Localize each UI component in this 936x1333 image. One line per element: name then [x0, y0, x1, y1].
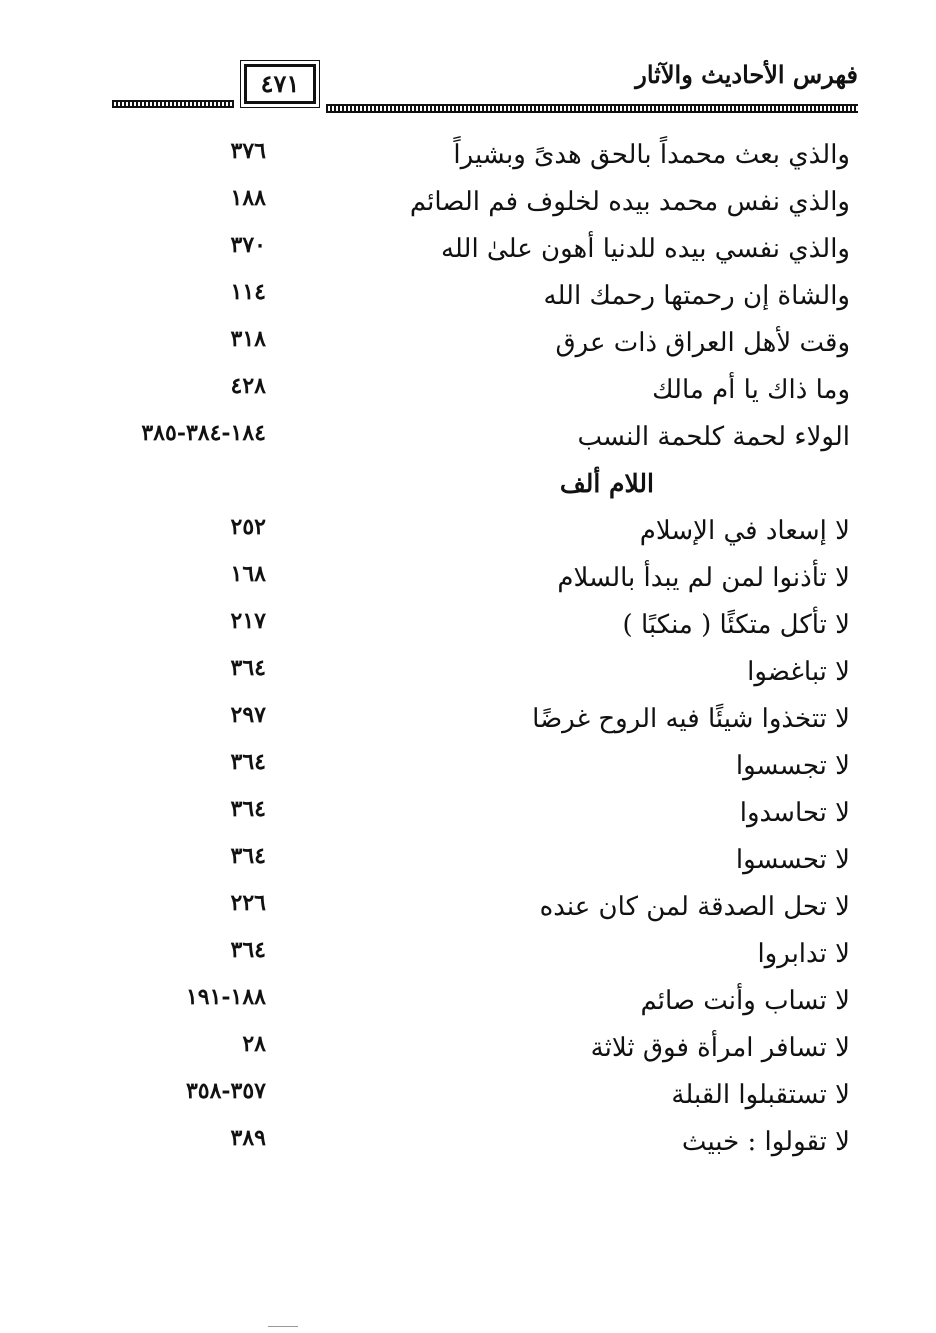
entry-page-numbers: ٣٥٧-٣٥٨ [185, 1078, 266, 1104]
page-header [112, 52, 858, 122]
entry-page-numbers: ٣٦٤ [230, 749, 266, 775]
index-entry [0, 655, 936, 702]
entry-page-numbers: ٣٦٤ [230, 796, 266, 822]
entry-page-numbers: ٢٥٢ [230, 514, 266, 540]
entry-page-numbers: ٣٧٠ [230, 232, 266, 258]
entry-text: الولاء لحمة كلحمة النسب [577, 422, 850, 452]
entry-text: لا تأكل متكئًا ( منكبًا ) [622, 610, 850, 640]
entry-text: لا تتخذوا شيئًا فيه الروح غرضًا [532, 704, 850, 734]
entry-text: لا تحل الصدقة لمن كان عنده [539, 892, 850, 922]
entry-text: لا إسعاد في الإسلام [639, 516, 850, 546]
entry-text: لا تساب وأنت صائم [640, 986, 850, 1016]
header-rule-right [326, 104, 858, 113]
index-entry [0, 702, 936, 749]
index-entry [0, 1078, 936, 1125]
index-list [0, 138, 936, 1172]
section-heading [0, 467, 936, 514]
entry-text: والذي نفسي بيده للدنيا أهون علىٰ الله [440, 234, 850, 264]
page-number: ٤٧١ [244, 64, 316, 104]
header-rule-left [112, 100, 234, 108]
entry-text: والشاة إن رحمتها رحمك الله [543, 281, 850, 311]
entry-page-numbers: ٣٦٤ [230, 655, 266, 681]
section-heading-text: اللام ألف [559, 469, 654, 498]
entry-text: لا تستقبلوا القبلة [671, 1080, 850, 1110]
entry-page-numbers: ٣٦٤ [230, 937, 266, 963]
entry-text: لا تدابروا [757, 939, 850, 969]
index-entry [0, 326, 936, 373]
index-entry [0, 749, 936, 796]
entry-page-numbers: ٢٩٧ [230, 702, 266, 728]
index-entry [0, 1125, 936, 1172]
entry-text: لا تباغضوا [747, 657, 850, 687]
entry-text: وقت لأهل العراق ذات عرق [555, 328, 850, 358]
entry-page-numbers: ١٦٨ [230, 561, 266, 587]
index-entry [0, 373, 936, 420]
index-entry [0, 937, 936, 984]
entry-page-numbers: ١٨٨-١٩١ [185, 984, 266, 1010]
scan-mark [268, 1326, 298, 1327]
entry-text: لا تأذنوا لمن لم يبدأ بالسلام [557, 563, 850, 593]
entry-page-numbers: ٣٦٤ [230, 843, 266, 869]
entry-page-numbers: ٢٢٦ [230, 890, 266, 916]
index-entry [0, 232, 936, 279]
entry-text: لا تحاسدوا [739, 798, 850, 828]
entry-page-numbers: ٢١٧ [230, 608, 266, 634]
entry-text: لا تقولوا : خبيث [681, 1127, 850, 1157]
entry-page-numbers: ٢٨ [242, 1031, 266, 1057]
index-entry [0, 561, 936, 608]
entry-page-numbers: ١٨٤-٣٨٤-٣٨٥ [141, 420, 266, 446]
entry-page-numbers: ١٨٨ [230, 185, 266, 211]
index-entry [0, 185, 936, 232]
entry-page-numbers: ٤٢٨ [230, 373, 266, 399]
entry-page-numbers: ٣٧٦ [230, 138, 266, 164]
entry-text: لا تجسسوا [735, 751, 850, 781]
entry-text: والذي نفس محمد بيده لخلوف فم الصائم [409, 187, 850, 217]
index-entry [0, 608, 936, 655]
running-title: فهرس الأحاديث والآثار [635, 60, 858, 89]
index-entry [0, 890, 936, 937]
index-entry [0, 796, 936, 843]
entry-page-numbers: ٣٨٩ [230, 1125, 266, 1151]
entry-text: والذي بعث محمداً بالحق هدىً وبشيراً [453, 140, 850, 170]
index-entry [0, 138, 936, 185]
index-entry [0, 1031, 936, 1078]
entry-page-numbers: ١١٤ [230, 279, 266, 305]
index-entry [0, 843, 936, 890]
entry-text: لا تحسسوا [735, 845, 850, 875]
entry-page-numbers: ٣١٨ [230, 326, 266, 352]
index-entry [0, 514, 936, 561]
index-entry [0, 279, 936, 326]
index-entry [0, 420, 936, 467]
entry-text: وما ذاك يا أم مالك [652, 375, 850, 405]
entry-text: لا تسافر امرأة فوق ثلاثة [590, 1033, 850, 1063]
index-entry [0, 984, 936, 1031]
